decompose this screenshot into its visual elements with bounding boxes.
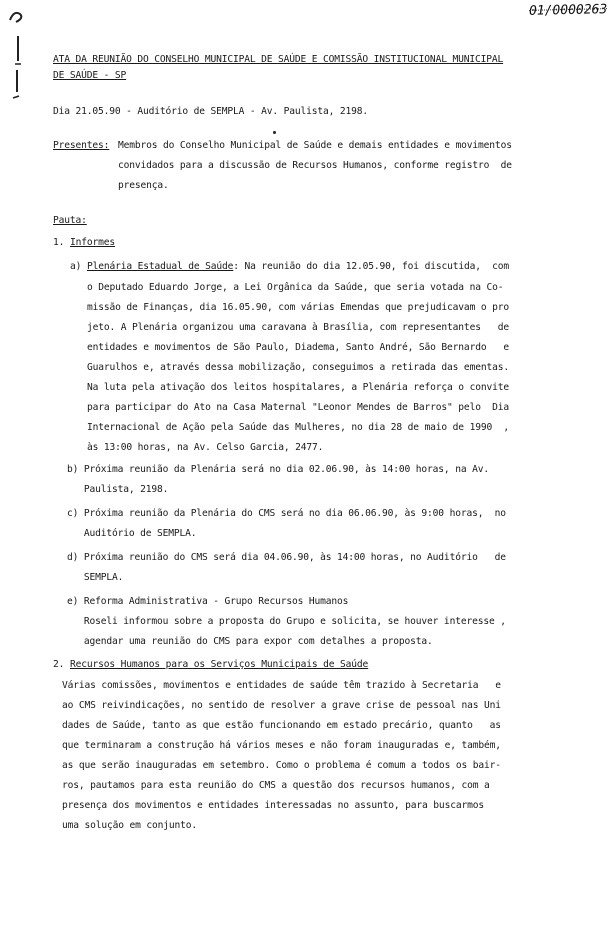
item-d-line: SEMPLA. — [67, 572, 124, 583]
presentes-line: presença. — [118, 180, 169, 191]
item-a-line: o Deputado Eduardo Jorge, a Lei Orgânica da Saúde, que seria votada na Co- — [87, 282, 504, 293]
item-b-line: Paulista, 2198. — [67, 484, 169, 495]
item-a-title: Plenária Estadual de Saúde — [87, 261, 234, 272]
item-e-line: e) Reforma Administrativa - Grupo Recursos Humanos — [67, 596, 349, 607]
item-d-line: d) Próxima reunião do CMS será dia 04.06.90, às 14:00 horas, no Auditório de — [67, 552, 506, 563]
document-title-line-2: DE SAÚDE - SP — [53, 70, 127, 81]
item-c-line: c) Próxima reunião da Plenária do CMS será no dia 06.06.90, às 9:00 horas, no — [67, 508, 506, 519]
section-2-number: 2. — [53, 659, 65, 670]
item-a-first-line-text: : Na reunião do dia 12.05.90, foi discutida, com — [233, 261, 509, 272]
item-e-line: Roseli informou sobre a proposta do Grupo e solicita, se houver interesse , — [67, 616, 506, 627]
section-2-line: presença dos movimentos e entidades interessadas no assunto, para buscarmos — [62, 800, 484, 811]
item-b-line: b) Próxima reunião da Plenária será no dia 02.06.90, às 14:00 horas, na Av. — [67, 464, 489, 475]
item-a-line: para participar do Ato na Casa Maternal "Leonor Mendes de Barros" pelo Dia — [87, 402, 509, 413]
section-2-line: Várias comissões, movimentos e entidades de saúde têm trazido à Secretaria e — [62, 680, 501, 691]
item-a-line: jeto. A Plenária organizou uma caravana à Brasília, com representantes de — [87, 322, 509, 333]
item-a-line: às 13:00 horas, na Av. Celso Garcia, 2477. — [87, 442, 324, 453]
item-a-line: Internacional de Ação pela Saúde das Mulheres, no dia 28 de maio de 1990 , — [87, 422, 509, 433]
document-title-line-1: ATA DA REUNIÃO DO CONSELHO MUNICIPAL DE SAÚDE E COMISSÃO INSTITUCIONAL MUNICIPAL — [53, 54, 504, 65]
item-a-marker: a) — [70, 261, 82, 272]
section-2-line: dades de Saúde, tanto as que estão funcionando em estado precário, quanto as — [62, 720, 501, 731]
item-a-line: entidades e movimentos de São Paulo, Diadema, Santo André, São Bernardo e — [87, 342, 509, 353]
section-2-line: uma solução em conjunto. — [62, 820, 198, 831]
document-reference-number: 01/0000263 — [528, 2, 608, 19]
section-2-title: Recursos Humanos para os Serviços Municipais de Saúde — [70, 659, 369, 670]
section-1-number: 1. — [53, 237, 65, 248]
presentes-line: convidados para a discussão de Recursos Humanos, conforme registro de — [118, 160, 512, 171]
item-a-line: Guarulhos e, através dessa mobilização, conseguimos a retirada das ementas. — [87, 362, 509, 373]
item-a-line: Na luta pela ativação dos leitos hospitalares, a Plenária reforça o convite — [87, 382, 509, 393]
section-2-line: que terminaram a construção há vários meses e não foram inauguradas e, também, — [62, 740, 501, 751]
item-a-first-line — [87, 261, 509, 273]
section-1-title: Informes — [70, 237, 116, 248]
item-c-line: Auditório de SEMPLA. — [67, 528, 197, 539]
section-2-line: ao CMS reivindicações, no sentido de resolver a grave crise de pessoal nas Uni — [62, 700, 501, 711]
presentes-label: Presentes: — [53, 140, 110, 151]
item-e-line: agendar uma reunião do CMS para expor com detalhes a proposta. — [67, 636, 433, 647]
presentes-line: Membros do Conselho Municipal de Saúde e demais entidades e movimentos — [118, 140, 512, 151]
pauta-label: Pauta: — [53, 215, 87, 226]
section-2-line: as que serão inauguradas em setembro. Como o problema é comum a todos os bair- — [62, 760, 501, 771]
item-a-line: missão de Finanças, dia 16.05.90, com várias Emendas que prejudicavam o pro — [87, 302, 509, 313]
stray-ink-dot — [273, 131, 276, 134]
section-2-line: ros, pautamos para esta reunião do CMS a questão dos recursos humanos, com a — [62, 780, 490, 791]
binder-hole-marks — [6, 6, 28, 116]
meeting-info: Dia 21.05.90 - Auditório de SEMPLA - Av. Paulista, 2198. — [53, 106, 369, 117]
